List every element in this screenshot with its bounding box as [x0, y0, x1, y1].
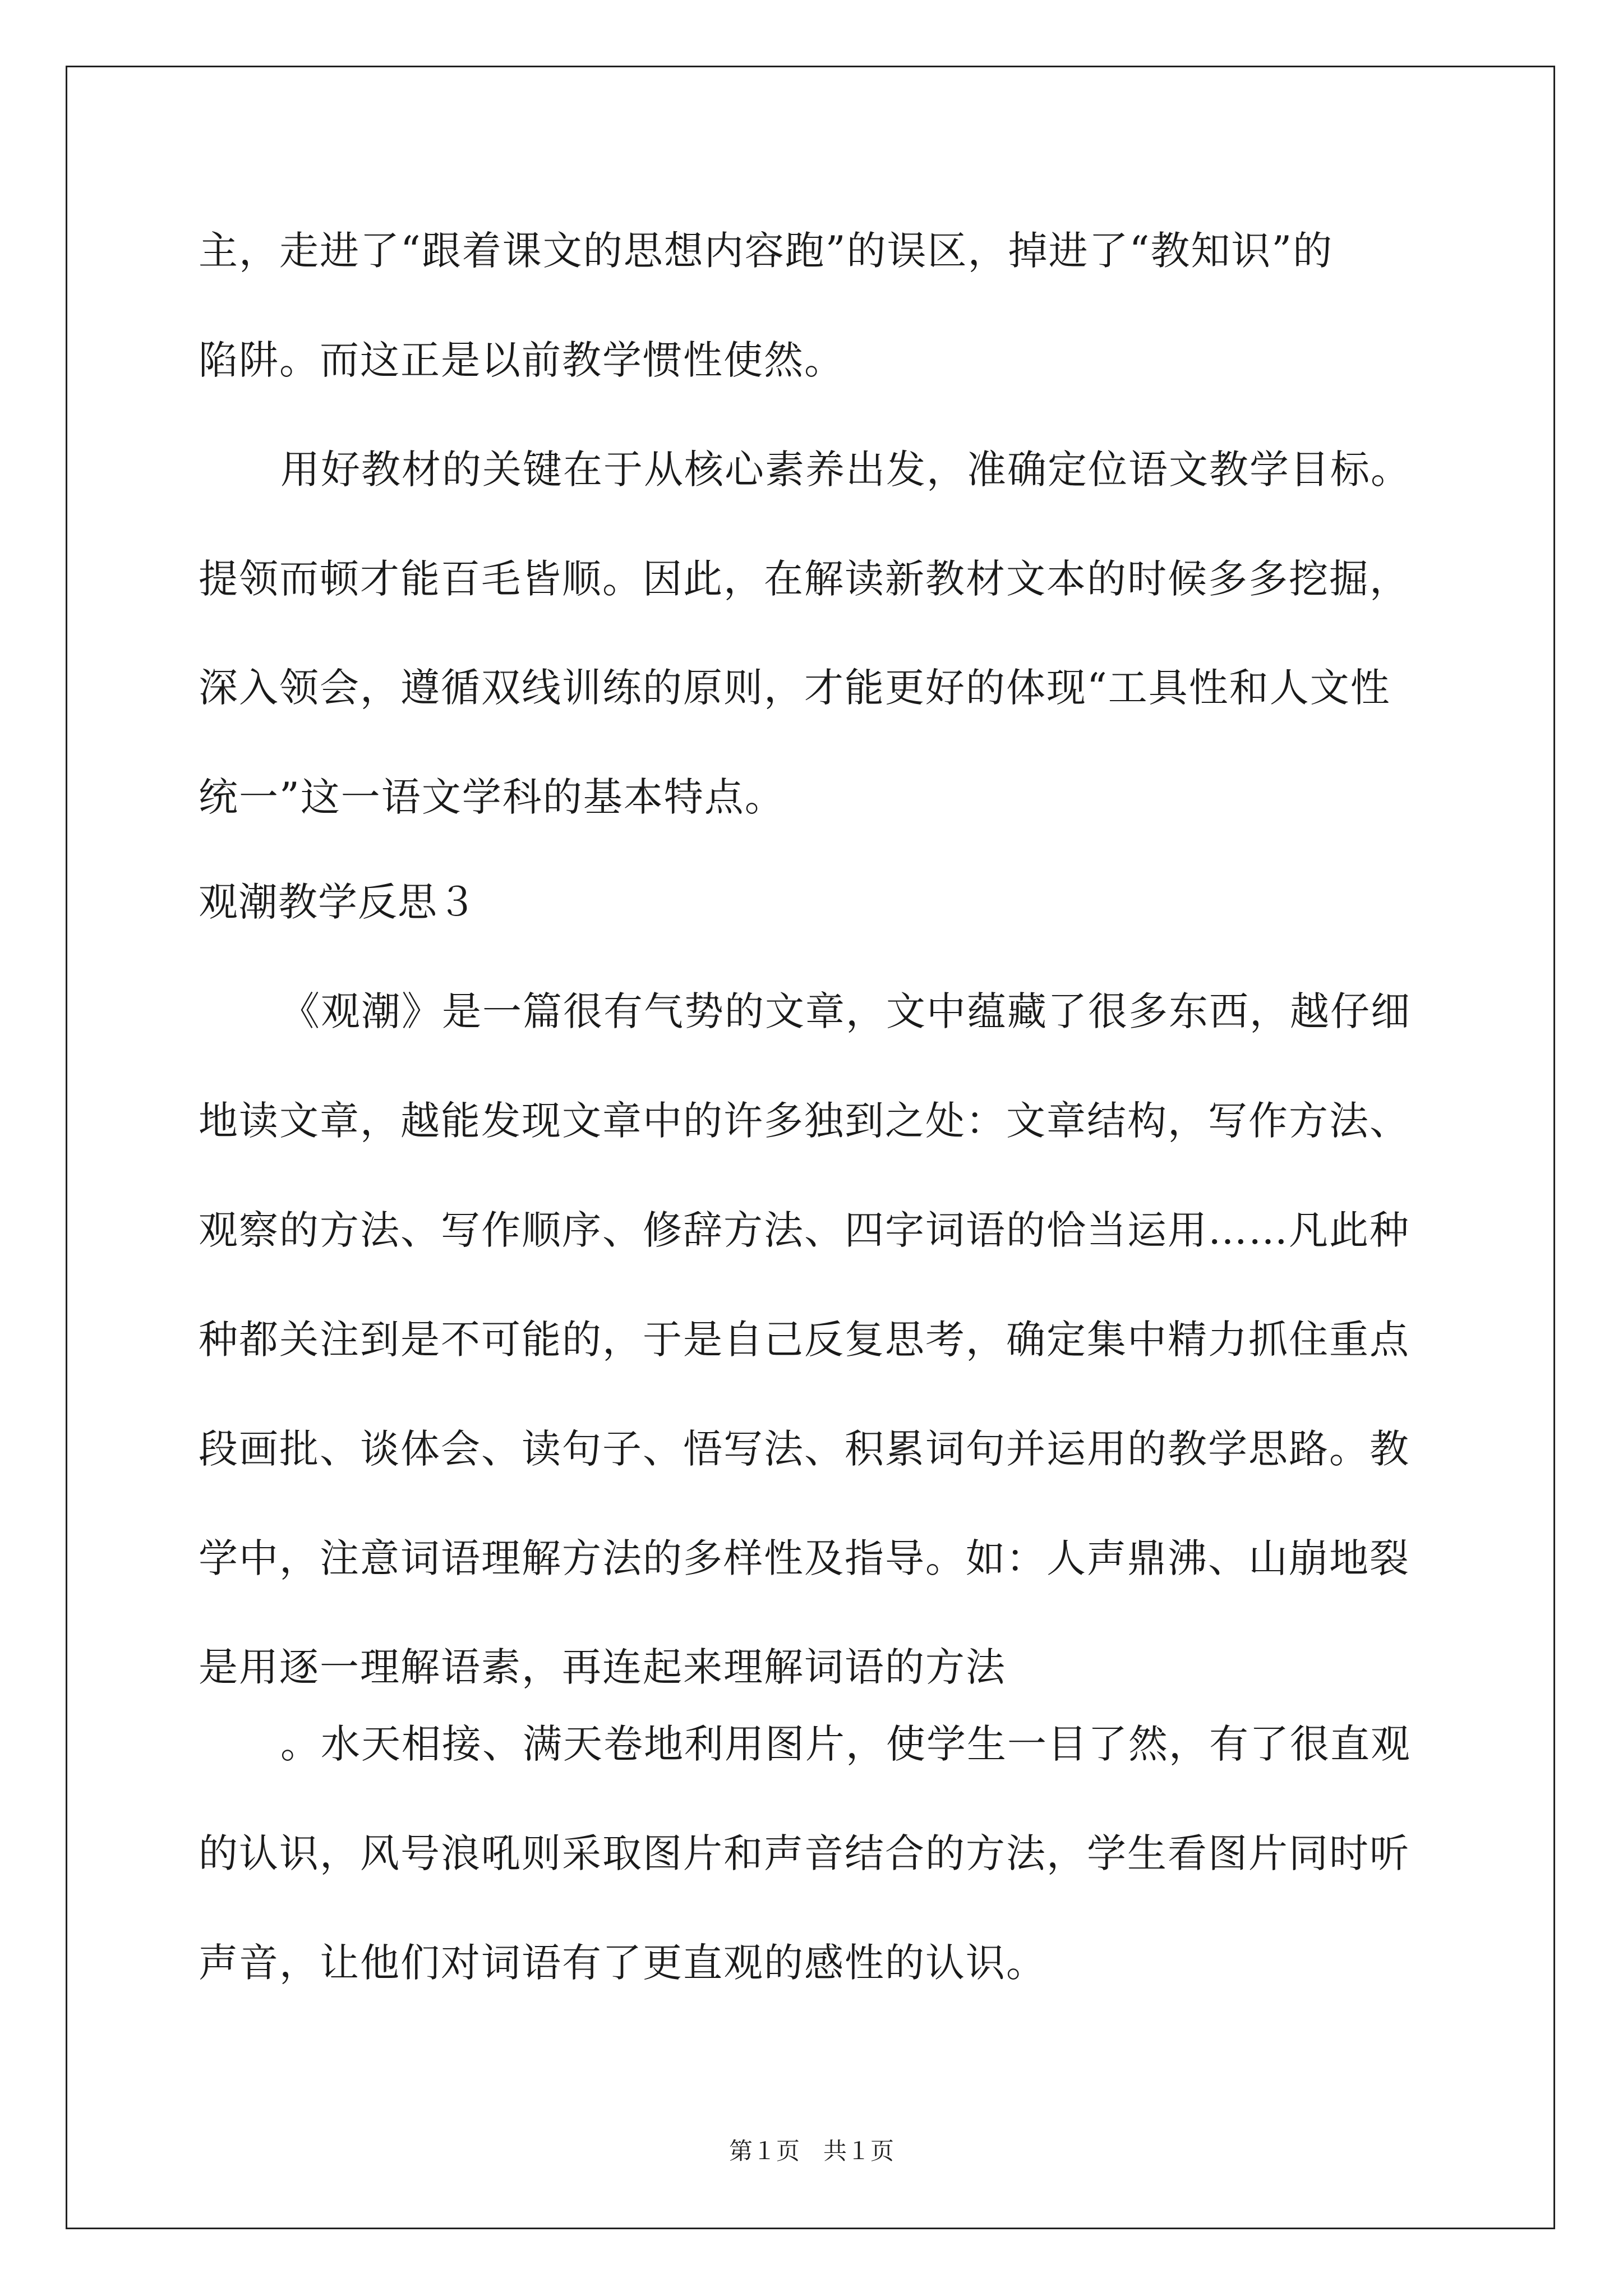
paragraph-line: 段画批、谈体会、读句子、悟写法、积累词句并运用的教学思路。教 [199, 1426, 1410, 1472]
paragraph-line: 主，走进了“跟着课文的思想内容跑”的误区，掉进了“教知识”的 [199, 228, 1334, 274]
paragraph-line: 。水天相接、满天卷地利用图片，使学生一目了然，有了很直观 [280, 1721, 1411, 1767]
paragraph-line: 种都关注到是不可能的，于是自己反复思考，确定集中精力抓住重点 [199, 1317, 1410, 1363]
paragraph-line: 《观潮》是一篇很有气势的文章，文中蕴藏了很多东西，越仔细 [280, 988, 1411, 1034]
paragraph-line: 统一”这一语文学科的基本特点。 [199, 774, 785, 820]
paragraph-line: 是用逐一理解语素，再连起来理解词语的方法 [199, 1644, 1006, 1690]
paragraph-line: 地读文章，越能发现文章中的许多独到之处：文章结构，写作方法、 [199, 1098, 1410, 1144]
paragraph-line: 的认识，风号浪吼则采取图片和声音结合的方法，学生看图片同时听 [199, 1830, 1410, 1876]
page-number-footer: 第１页 共１页 [728, 2137, 894, 2165]
paragraph-line: 陷阱。而这正是以前教学惯性使然。 [199, 337, 845, 383]
section-heading: 观潮教学反思３ [199, 879, 477, 925]
paragraph-line: 声音，让他们对词语有了更直观的感性的认识。 [199, 1940, 1046, 1986]
paragraph-line: 用好教材的关键在于从核心素养出发，准确定位语文教学目标。 [280, 447, 1411, 493]
paragraph-line: 提领而顿才能百毛皆顺。因此，在解读新教材文本的时候多多挖掘， [199, 556, 1410, 602]
paragraph-line: 深入领会，遵循双线训练的原则，才能更好的体现“工具性和人文性 [199, 665, 1391, 711]
paragraph-line: 学中，注意词语理解方法的多样性及指导。如：人声鼎沸、山崩地裂 [199, 1535, 1410, 1581]
paragraph-line: 观察的方法、写作顺序、修辞方法、四字词语的恰当运用……凡此种 [199, 1207, 1410, 1253]
